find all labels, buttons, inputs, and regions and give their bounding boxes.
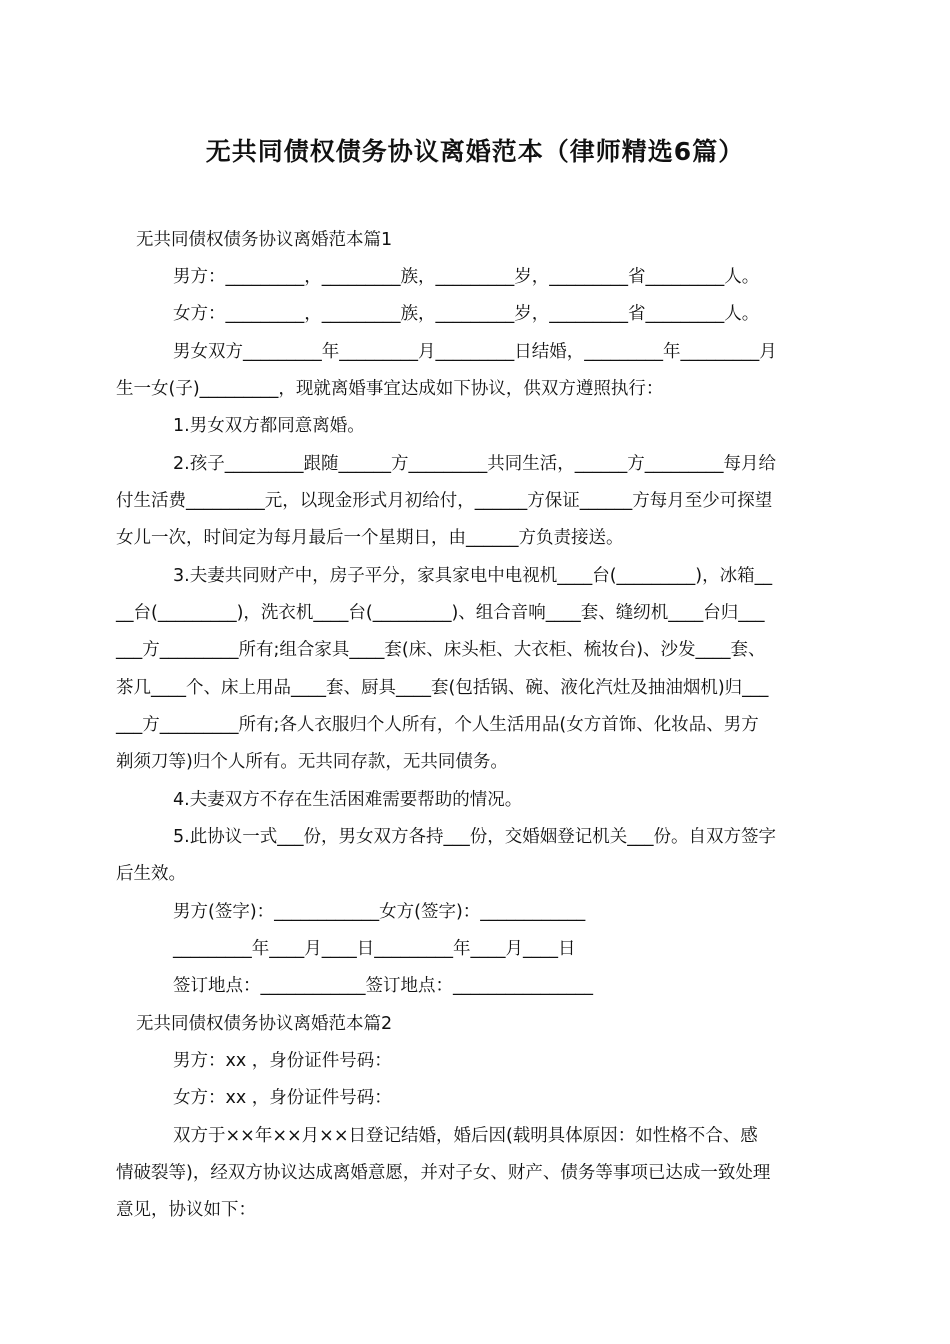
clause-line: 2.孩子_________跟随______方_________共同生活，______方_________每月给 (173, 454, 776, 474)
paragraph-line: 后生效。 (116, 864, 186, 884)
paragraph-line: 男女双方_________年_________月_________日结婚，_________年_________月 (173, 342, 777, 362)
paragraph-line: ___方_________所有;组合家具____套(床、床头柜、大衣柜、梳妆台)、沙发____套、 (116, 640, 766, 660)
wife-info-line: 女方：_________，_________族，_________岁，_________省_________人。 (173, 304, 760, 324)
section-heading: 无共同债权债务协议离婚范本篇2 (136, 1014, 393, 1034)
clause-line: 4.夫妻双方不存在生活困难需要帮助的情况。 (173, 790, 523, 810)
paragraph-line: 剃须刀等)归个人所有。无共同存款，无共同债务。 (116, 752, 508, 772)
wife-id-line: 女方：xx ，身份证件号码： (173, 1088, 392, 1108)
paragraph-line: 茶几____个、床上用品____套、厨具____套(包括锅、碗、液化汽灶及抽油烟机)归___ (116, 678, 769, 698)
location-line: 签订地点：____________签订地点：________________ (173, 976, 593, 996)
section-heading: 无共同债权债务协议离婚范本篇1 (136, 230, 393, 250)
date-line: _________年____月____日_________年____月____日 (173, 939, 576, 959)
paragraph-line: 生一女(子)_________，现就离婚事宜达成如下协议，供双方遵照执行： (116, 379, 664, 399)
paragraph-line: 女儿一次，时间定为每月最后一个星期日，由______方负责接送。 (116, 528, 624, 548)
paragraph-line: __台(_________)，洗衣机____台(_________)、组合音响____套、缝纫机____台归___ (116, 603, 765, 623)
paragraph-line: 双方于××年××月××日登记结婚，婚后因(载明具体原因：如性格不合、感 (173, 1126, 758, 1146)
clause-line: 5.此协议一式___份，男女双方各持___份，交婚姻登记机关___份。自双方签字 (173, 827, 776, 847)
paragraph-line: 情破裂等)，经双方协议达成离婚意愿，并对子女、财产、债务等事项已达成一致处理 (116, 1163, 771, 1183)
clause-line: 3.夫妻共同财产中，房子平分，家具家电中电视机____台(_________)，冰箱__ (173, 566, 773, 586)
signature-line: 男方(签字)：____________女方(签字)：____________ (173, 902, 586, 922)
paragraph-line: ___方_________所有;各人衣服归个人所有，个人生活用品(女方首饰、化妆品、男方 (116, 715, 759, 735)
paragraph-line: 付生活费_________元，以现金形式月初给付，______方保证______方每月至少可探望 (116, 491, 773, 511)
clause-line: 1.男女双方都同意离婚。 (173, 416, 365, 436)
husband-id-line: 男方：xx ，身份证件号码： (173, 1051, 392, 1071)
page-title: 无共同债权债务协议离婚范本（律师精选6篇） (205, 137, 745, 166)
husband-info-line: 男方：_________，_________族，_________岁，_________省_________人。 (173, 267, 760, 287)
paragraph-line: 意见，协议如下： (116, 1200, 256, 1220)
